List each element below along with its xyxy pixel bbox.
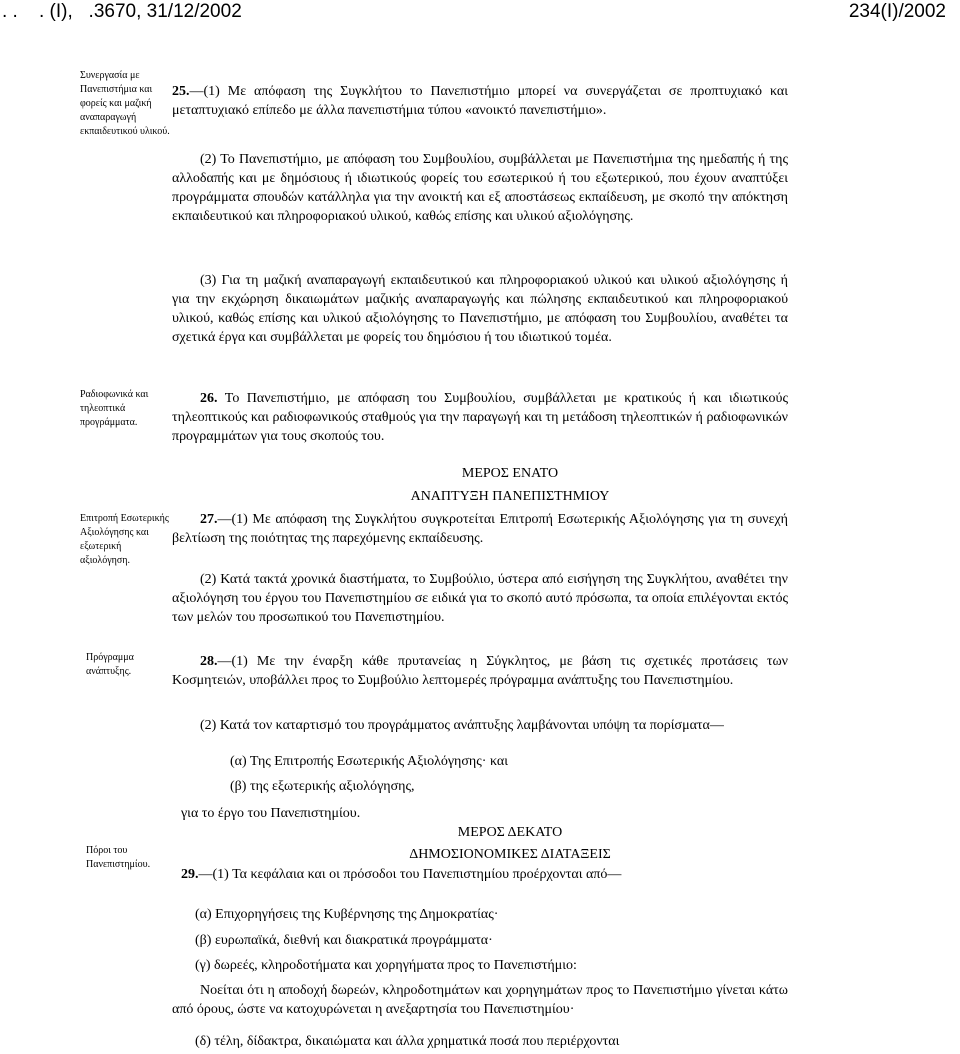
header-law-number: 234(Ι)/2002 [848,1,946,22]
header-gazette-ref: . . . (Ι), .3670, 31/12/2002 [2,1,242,22]
margin-note-art25: Συνεργασία με Πανεπιστήμια και φορείς και μαζική αναπαραγωγή εκπαιδευτικού υλικού. [80,70,170,137]
art28-para1 [172,652,788,690]
art28-item-a: (α) Της Επιτροπής Εσωτερικής Αξιολόγησης· και [230,754,508,769]
margin-note-art29: Πόροι του Πανεπιστημίου. [86,845,151,870]
art27-para2: (2) Κατά τακτά χρονικά διαστήματα, το Συμβούλιο, ύστερα από εισήγηση της Συγκλήτου, αναθέτει την αξιολόγηση του έργου του Πανεπιστημίου σε ειδικά για το σκοπό αυτό πρόσωπα, τα οποία επιλέγονται εκτός των μελών του προσωπικού του Πανεπιστημίου. [172,572,788,625]
part-title-tenth: ΜΕΡΟΣ ΔΕΚΑΤΟ [457,825,563,840]
art29-item-d: (δ) τέλη, δίδακτρα, δικαιώματα και άλλα χρηματικά ποσά που περιέρχονται [195,1034,620,1049]
art26-para1-text: Το Πανεπιστήμιο, με απόφαση του Συμβουλίου, συμβάλλεται με κρατικούς ή και ιδιωτικούς τηλεοπτικούς και ραδιοφωνικούς σταθμούς για την παραγωγή και τη μετάδοση τηλεοπτικών ή ραδιοφωνικών προγραμμάτων για τους σκοπούς του. [172,391,788,444]
art27-para1-text: —(1) Με απόφαση της Συγκλήτου συγκροτείται Επιτροπή Εσωτερικής Αξιολόγησης για τη συνεχή βελτίωση της ποιότητας της παρεχόμενης εκπαίδευσης. [172,512,788,546]
art25-para2: (2) Το Πανεπιστήμιο, με απόφαση του Συμβουλίου, συμβάλλεται με Πανεπιστήμια της ημεδαπής ή της αλλοδαπής και με δημόσιους ή ιδιωτικούς φορείς του εσωτερικού ή του εξωτερικού, που έχουν αναπτύξει προγράμματα σπουδών κατάλληλα για την ανοικτή και εξ αποστάσεως εκπαίδευση, με σκοπό την απόκτηση εκπαιδευτικού και πληροφοριακού υλικού, καθώς επίσης και υλικού αξιολόγησης. [172,152,788,224]
art25-para1 [172,82,788,120]
art25-para3: (3) Για τη μαζική αναπαραγωγή εκπαιδευτικού και πληροφοριακού υλικού και υλικού αξιολόγησης ή για την εκχώρηση δικαιωμάτων μαζικής αναπαραγωγής και πώλησης εκπαιδευτικού και πληροφοριακού υλικού, καθώς επίσης και υλικού αξιολόγησης το Πανεπιστήμιο, με απόφαση του Συμβουλίου, αναθέτει τα σχετικά έργα και συμβάλλεται με φορείς του δημόσιου ή του ιδιωτικού τομέα. [172,273,788,345]
part-subtitle-fiscal: ΔΗΜΟΣΙΟΝΟΜΙΚΕΣ ΔΙΑΤΑΞΕΙΣ [409,847,611,862]
art29-para1 [181,865,621,884]
art25-number: 25. [172,84,190,99]
margin-note-art26: Ραδιοφωνικά και τηλεοπτικά προγράμματα. [80,389,149,428]
art26-number: 26. [200,391,218,406]
part-title-ninth: ΜΕΡΟΣ ΕΝΑΤΟ [461,466,559,481]
part-subtitle-development: ΑΝΑΠΤΥΞΗ ΠΑΝΕΠΙΣΤΗΜΙΟΥ [410,489,610,504]
art29-item-c: (γ) δωρεές, κληροδοτήματα και χορηγήματα προς το Πανεπιστήμιο: [195,958,577,973]
art29-item-a: (α) Επιχορηγήσεις της Κυβέρνησης της Δημοκρατίας· [195,907,499,922]
art27-number: 27. [200,512,218,527]
art28-number: 28. [200,654,218,669]
art28-item-b: (β) της εξωτερικής αξιολόγησης, [230,779,415,794]
art28-para2: (2) Κατά τον καταρτισμό του προγράμματος ανάπτυξης λαμβάνονται υπόψη τα πορίσματα— [200,718,724,733]
art28-para1-text: —(1) Με την έναρξη κάθε πρυτανείας η Σύγκλητος, με βάση τις σχετικές προτάσεις των Κοσμητειών, υποβάλλει προς το Συμβούλιο λεπτομερές πρόγραμμα ανάπτυξης του Πανεπιστημίου. [172,654,788,688]
art28-tail: για το έργο του Πανεπιστημίου. [181,806,361,821]
margin-note-art28: Πρόγραμμα ανάπτυξης. [86,652,134,677]
art26-para1 [172,389,788,446]
art29-para1-text: —(1) Τα κεφάλαια και οι πρόσοδοι του Πανεπιστημίου προέρχονται από— [198,867,622,882]
art29-number: 29. [181,867,199,882]
margin-note-art27: Επιτροπή Εσωτερικής Αξιολόγησης και εξωτερική αξιολόγηση. [80,513,169,566]
art27-para1 [172,510,788,548]
art29-proviso: Νοείται ότι η αποδοχή δωρεών, κληροδοτημάτων και χορηγημάτων προς το Πανεπιστήμιο γίνεται κάτω από όρους, ώστε να κατοχυρώνεται η ανεξαρτησία του Πανεπιστημίου· [172,983,788,1017]
art25-para1-text: —(1) Με απόφαση της Συγκλήτου το Πανεπιστήμιο μπορεί να συνεργάζεται σε προπτυχιακό και μεταπτυχιακό επίπεδο με άλλα πανεπιστήμια τύπου «ανοικτό πανεπιστήμιο». [172,84,788,118]
art29-item-b: (β) ευρωπαϊκά, διεθνή και διακρατικά προγράμματα· [195,933,493,948]
page-header [0,0,960,24]
